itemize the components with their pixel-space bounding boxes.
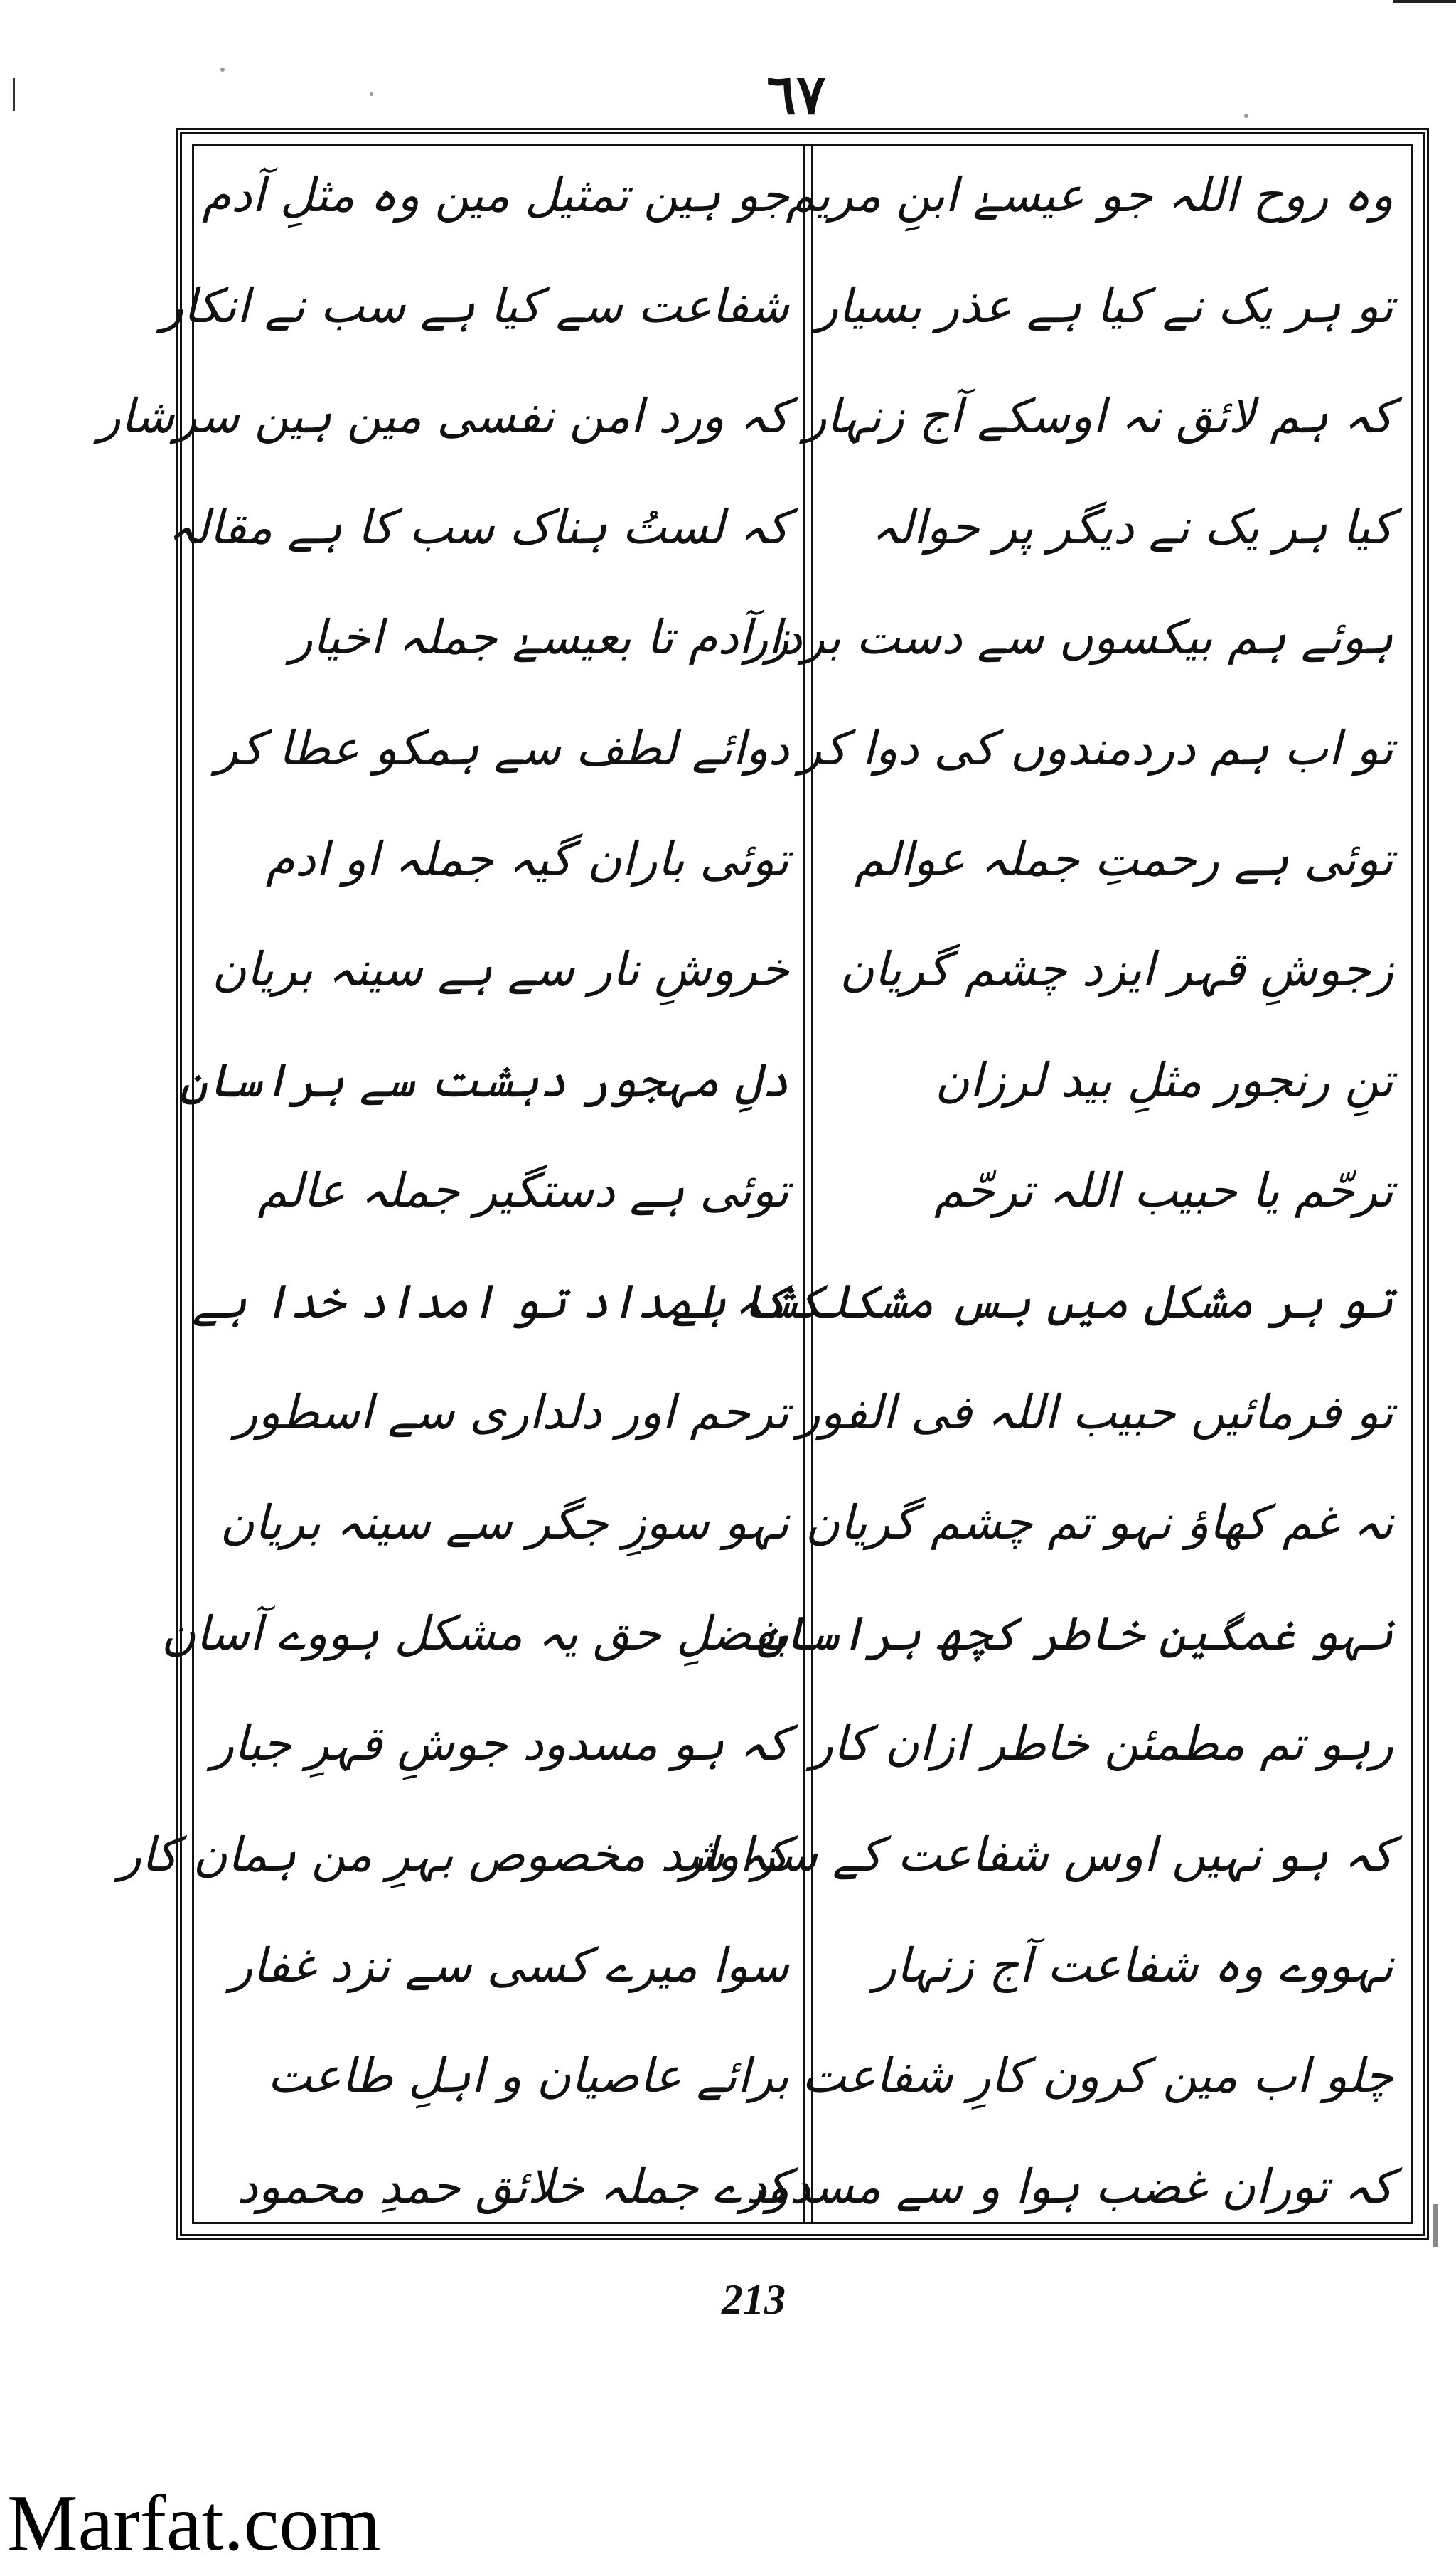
verse-line: نہو غمگین خاطر کچھ ہراسان: [756, 1605, 1393, 1661]
verse-line: جو ہین تمثیل مین وہ مثلِ آدم: [202, 168, 789, 223]
verse-line: ہوئے ہم بیکسوں سے دست بردار: [745, 610, 1393, 666]
verse-line: تو اب ہم دردمندوں کی دوا کر: [798, 720, 1393, 776]
verse-line: خروشِ نار سے ہے سینہ بریان: [212, 942, 789, 998]
scan-speck: [1433, 2204, 1438, 2247]
verse-line: زجوشِ قہر ایزد چشم گریان: [840, 942, 1393, 998]
verse-line: ز آدم تا بعیسےٰ جملہ اخیار: [289, 610, 789, 666]
page-top-number: ٦٧: [766, 63, 826, 127]
verse-line: بفضلِ حق یہ مشکل ہووے آسان: [161, 1605, 789, 1661]
verse-line: توئی باران گیہ جملہ او ادم: [265, 831, 789, 887]
page-footer-number: 213: [722, 2276, 786, 2323]
verse-line: تو ہر مشکل میں بس مشکلکشا ہے: [671, 1273, 1393, 1329]
verse-line: کہ ورد امن نفسی مین ہین سرشار: [97, 389, 789, 444]
verse-line: رہو تم مطمئن خاطر ازان کار: [810, 1716, 1393, 1772]
verse-line: کہ شد مخصوص بہرِ من ہمان کار: [119, 1827, 789, 1882]
verse-line: ترحّم یا حبیب اللہ ترحّم: [934, 1163, 1393, 1219]
scan-speck: [370, 92, 373, 96]
verse-line: کہ امداد تو امداد خدا ہے: [192, 1273, 789, 1329]
verse-line: کرے جملہ خلائق حمدِ محمود: [237, 2159, 789, 2214]
verse-line: تو فرمائیں حبیب اللہ فی الفور: [797, 1384, 1393, 1440]
verse-line: توئی ہے دستگیر جملہ عالم: [257, 1163, 789, 1219]
verse-line: تو ہر یک نے کیا ہے عذر بسیار: [815, 278, 1393, 333]
top-edge-rule: [1393, 0, 1456, 3]
verse-line: کہ لستُ ہناک سب کا ہے مقالہ: [167, 499, 789, 555]
verse-line: وہ روح اللہ جو عیسےٰ ابنِ مریم: [786, 168, 1393, 223]
verse-line: برائے عاصیان و اہلِ طاعت: [267, 2048, 789, 2104]
verse-line: کہ ہم لائق نہ اوسکے آج زنہار: [803, 389, 1393, 444]
verse-line: دوائے لطف سے ہمکو عطا کر: [215, 720, 789, 776]
verse-line: سوا میرے کسی سے نزد غفار: [230, 1938, 789, 1993]
verse-line: کہ توران غضب ہوا و سے مسدود: [746, 2159, 1393, 2214]
verse-line: نہووے وہ شفاعت آج زنہار: [874, 1938, 1393, 1993]
scan-speck: [220, 68, 225, 72]
right-column: [671, 167, 1393, 2215]
scan-speck: [1244, 114, 1248, 118]
verse-line: چلو اب مین کرون کارِ شفاعت: [801, 2048, 1393, 2104]
verse-line: نہ غم کھاؤ نہو تم چشم گریان: [805, 1495, 1393, 1551]
verse-line: تنِ رنجور مثلِ بید لرزان: [935, 1052, 1393, 1108]
verse-line: دلِ مہجور دہشت سے ہراسان: [179, 1052, 789, 1108]
watermark: Marfat.com: [7, 2479, 381, 2567]
scan-edge-mark: [13, 78, 15, 111]
verse-line: کیا ہر یک نے دیگر پر حوالہ: [871, 499, 1393, 555]
verse-line: نہو سوزِ جگر سے سینہ بریان: [220, 1495, 789, 1551]
column-divider: [803, 144, 813, 2224]
verse-line: ترحم اور دلداری سے اسطور: [235, 1384, 789, 1440]
left-column: [97, 167, 789, 2215]
verse-line: کہ ہو مسدود جوشِ قہرِ جبار: [211, 1716, 789, 1772]
verse-line: شفاعت سے کیا ہے سب نے انکار: [161, 278, 789, 333]
verse-line: توئی ہے رحمتِ جملہ عوالم: [854, 831, 1393, 887]
verse-line: کہ ہو نہیں اوس شفاعت کے سزاوار: [681, 1827, 1393, 1882]
